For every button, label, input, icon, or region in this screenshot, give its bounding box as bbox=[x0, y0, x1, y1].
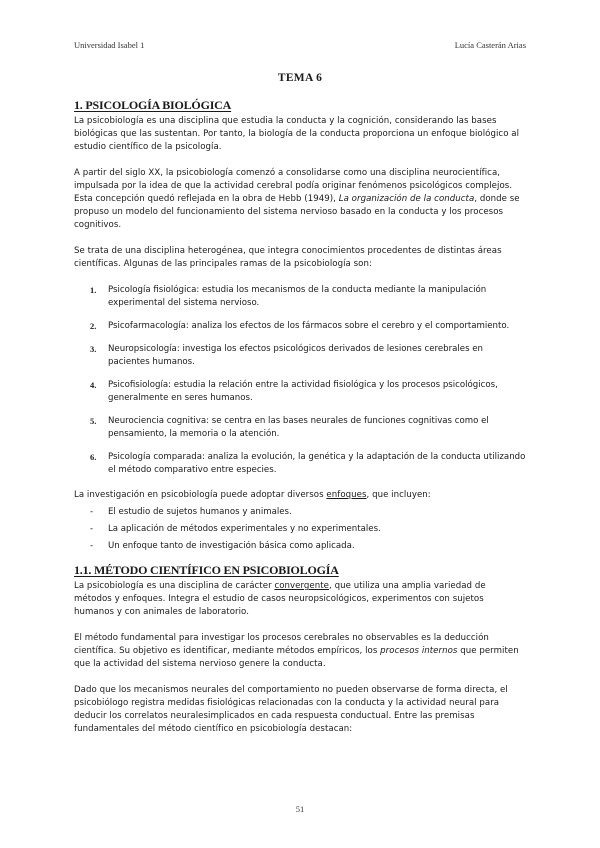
approaches-text-a: La investigación en psicobiología puede adoptar diversos bbox=[74, 490, 327, 500]
branch-item bbox=[74, 320, 526, 333]
approaches-text-b: , que incluyen: bbox=[366, 490, 431, 500]
branch-number: 4. bbox=[90, 380, 97, 390]
paragraph-deduction bbox=[74, 632, 526, 671]
branch-number: 3. bbox=[90, 344, 97, 354]
approach-text: Un enfoque tanto de investigación básica como aplicada. bbox=[108, 541, 355, 551]
book-title: La organización de la conducta bbox=[338, 194, 475, 204]
approach-text: El estudio de sujetos humanos y animales. bbox=[108, 507, 292, 517]
paragraph-convergent bbox=[74, 580, 526, 619]
page-number: 51 bbox=[295, 804, 305, 814]
history-text-b: , donde se propuso un modelo del funcionamiento del sistema nervioso basado en la conducta y los procesos cognitivos. bbox=[74, 194, 520, 230]
branch-number: 1. bbox=[90, 285, 97, 295]
branch-number: 6. bbox=[90, 452, 97, 462]
paragraph-heterogeneous: Se trata de una disciplina heterogénea, que integra conocimientos procedentes de distintas áreas científicas. Algunas de las principales ramas de la psicobiología son: bbox=[74, 246, 502, 269]
page-content bbox=[74, 72, 526, 749]
paragraph-premises: Dado que los mecanismos neurales del comportamiento no pueden observarse de forma directa, el psicobiólogo registra medidas fisiológicas relacionadas con la conducta y la actividad neural para deducir los correlatos neuralesimplicados en cada respuesta conductual. Entre las premisas fundamentales del método científico en psicobiología destacan: bbox=[74, 685, 508, 734]
branch-text: Neurociencia cognitiva: se centra en las bases neurales de funciones cognitivas como el pensamiento, la memoria o la atención. bbox=[108, 416, 489, 439]
branch-item bbox=[74, 379, 526, 405]
branch-item bbox=[74, 451, 526, 477]
approach-item bbox=[74, 540, 526, 553]
deduction-text-a: El método fundamental para investigar los procesos cerebrales no observables es la deducción científica. Su objetivo es identificar, mediante métodos empíricos, los bbox=[74, 633, 489, 656]
paragraph-history bbox=[74, 167, 526, 232]
internal-processes: procesos internos bbox=[380, 646, 458, 656]
section-title-metodo-cientifico: 1.1. MÉTODO CIENTÍFICO EN PSICOBIOLOGÍA bbox=[74, 563, 339, 577]
paragraph-definition: La psicobiología es una disciplina que estudia la conducta y la cognición, considerando las bases biológicas que las sustentan. Por tanto, la biología de la conducta proporciona un enfoque biológico al estudio científico de la psicología. bbox=[74, 116, 520, 152]
branch-text: Psicofarmacología: analiza los efectos de los fármacos sobre el cerebro y el comportamiento. bbox=[108, 321, 510, 331]
branch-text: Neuropsicología: investiga los efectos psicológicos derivados de lesiones cerebrales en pacientes humanos. bbox=[108, 344, 484, 367]
convergent-text-b: , que utiliza una amplia variedad de métodos y enfoques. Integra el estudio de casos neuropsicológicos, experimentos con sujetos humanos y con animales de laboratorio. bbox=[74, 581, 486, 617]
branch-text: Psicología fisiológica: estudia los mecanismos de la conducta mediante la manipulación experimental del sistema nervioso. bbox=[108, 285, 487, 308]
approach-item bbox=[74, 506, 526, 519]
branch-item bbox=[74, 343, 526, 369]
paragraph-approaches bbox=[74, 489, 526, 502]
dash-bullet: - bbox=[90, 507, 94, 517]
convergent-keyword: convergente bbox=[274, 581, 330, 591]
branches-list bbox=[74, 284, 526, 477]
branch-number: 2. bbox=[90, 321, 97, 331]
approaches-list bbox=[74, 506, 526, 553]
approaches-keyword: enfoques bbox=[326, 490, 367, 500]
branch-item bbox=[74, 415, 526, 441]
header-author: Lucía Casterán Arias bbox=[454, 40, 526, 50]
header-university: Universidad Isabel 1 bbox=[74, 40, 145, 50]
dash-bullet: - bbox=[90, 524, 94, 534]
branch-text: Psicología comparada: analiza la evolución, la genética y la adaptación de la conducta utilizando el método comparativo entre especies. bbox=[108, 452, 526, 475]
deduction-text-b: que permiten que la actividad del sistema nervioso genere la conducta. bbox=[74, 646, 519, 669]
branch-text: Psicofisiología: estudia la relación entre la actividad fisiológica y los procesos psicológicos, generalmente en seres humanos. bbox=[108, 380, 498, 403]
approach-item bbox=[74, 523, 526, 536]
branch-number: 5. bbox=[90, 416, 97, 426]
dash-bullet: - bbox=[90, 541, 94, 551]
history-text-a: A partir del siglo XX, la psicobiología comenzó a consolidarse como una disciplina neurocientífica, impulsada por la idea de que la actividad cerebral podía originar fenómenos psicológicos complejos. Esta concepción quedó reflejada en la obra de Hebb (1949), bbox=[74, 168, 513, 204]
branch-item bbox=[74, 284, 526, 310]
approach-text: La aplicación de métodos experimentales y no experimentales. bbox=[108, 524, 381, 534]
chapter-title: TEMA 6 bbox=[277, 72, 323, 84]
section-title-psicologia-biologica: 1. PSICOLOGÍA BIOLÓGICA bbox=[74, 98, 232, 112]
convergent-text-a: La psicobiología es una disciplina de carácter bbox=[74, 581, 275, 591]
page-header bbox=[74, 40, 526, 52]
